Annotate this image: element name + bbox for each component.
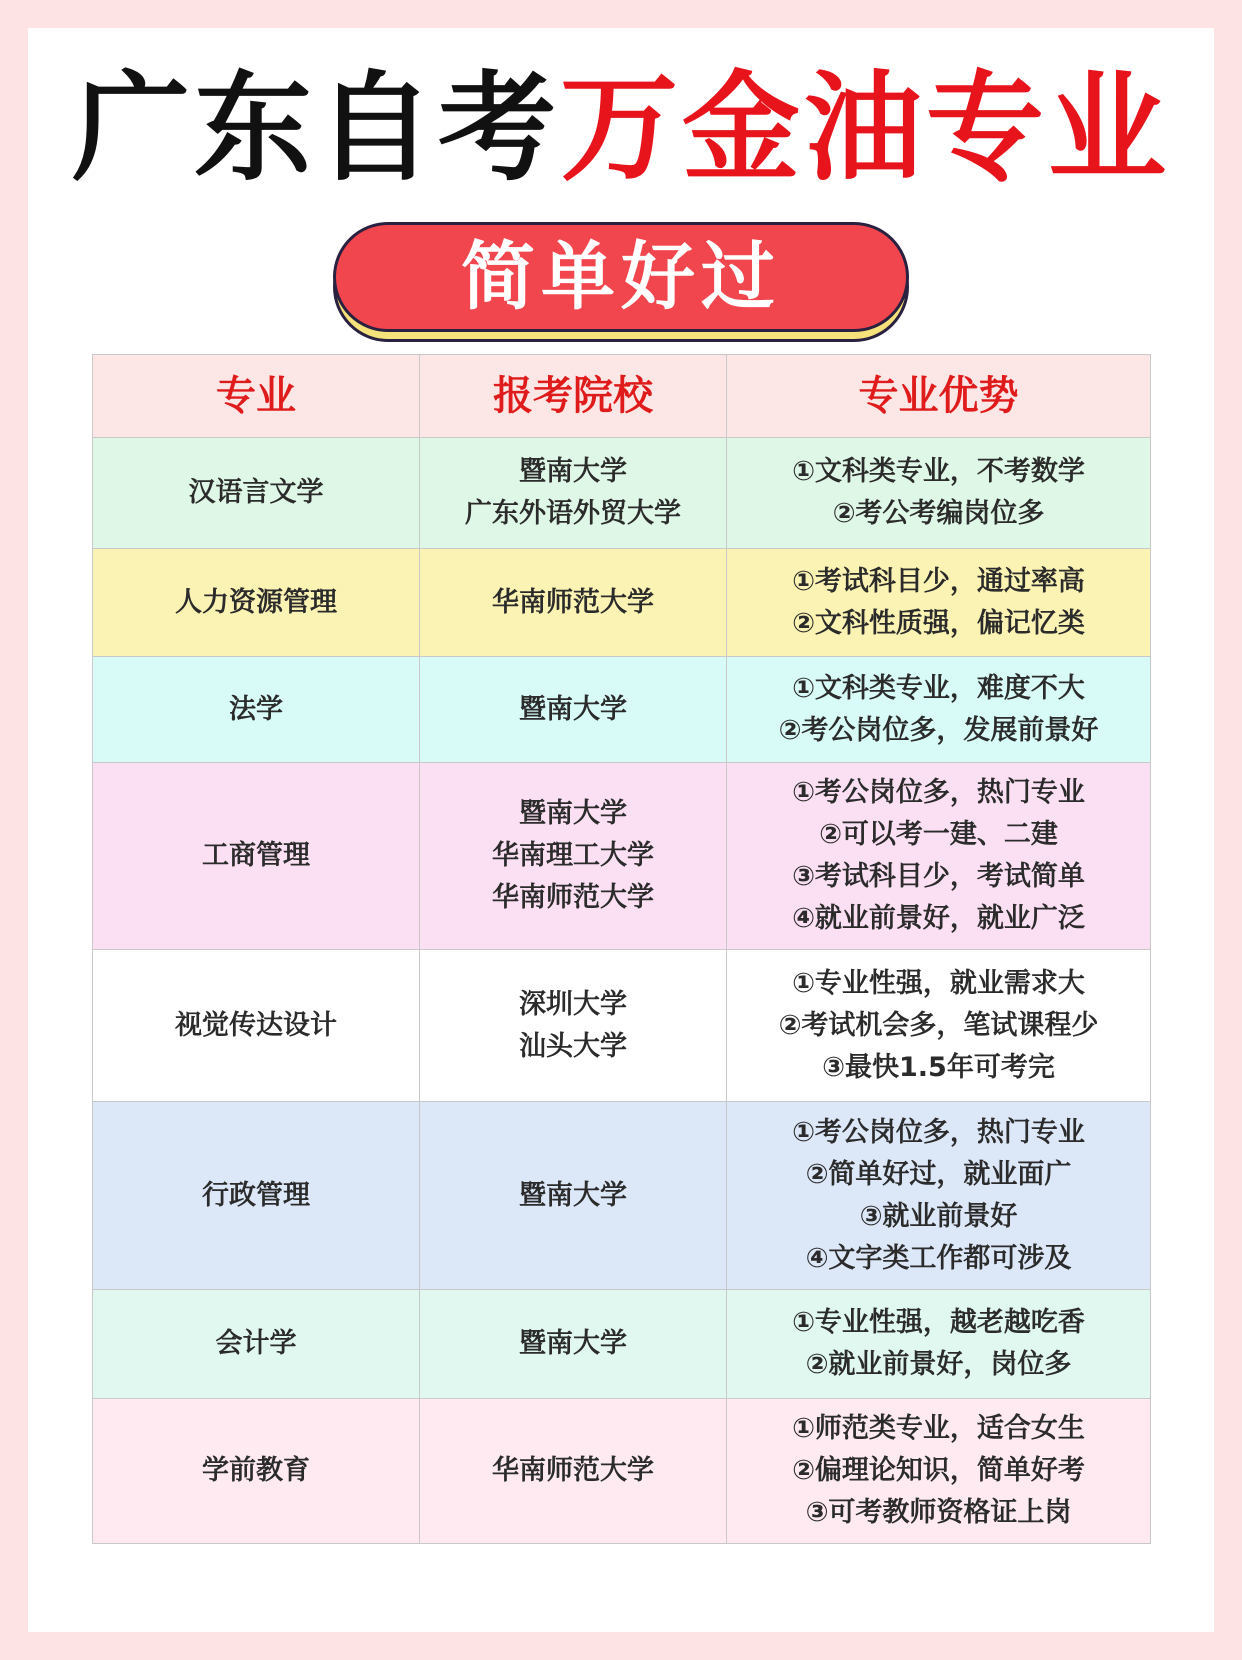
advantage-item: ②考公岗位多，发展前景好 — [778, 714, 1099, 746]
cell-advantages — [727, 950, 1151, 1102]
cell-major: 人力资源管理 — [93, 549, 420, 657]
table-row — [93, 1290, 1151, 1399]
advantage-item: ②考公考编岗位多 — [832, 498, 1045, 529]
advantage-item: ①考公岗位多，热门专业 — [792, 1116, 1085, 1148]
advantage-item: ①文科类专业，不考数学 — [792, 456, 1085, 487]
cell-advantages — [727, 657, 1151, 763]
school-name: 暨南大学 — [519, 693, 627, 725]
school-name: 暨南大学 — [519, 456, 627, 487]
school-name: 暨南大学 — [519, 798, 627, 829]
advantage-item: ②可以考一建、二建 — [819, 819, 1058, 850]
cell-major: 行政管理 — [93, 1102, 420, 1290]
header-schools: 报考院校 — [420, 355, 727, 438]
advantage-item: ④就业前景好，就业广泛 — [792, 903, 1085, 934]
advantage-item: ④文字类工作都可涉及 — [805, 1242, 1072, 1274]
title-black-part: 广东自考 — [71, 59, 560, 197]
table-header-row — [93, 355, 1151, 438]
cell-schools — [420, 1399, 727, 1544]
table-row — [93, 1399, 1151, 1544]
advantage-item: ②偏理论知识，简单好考 — [792, 1455, 1085, 1486]
school-name: 华南师范大学 — [492, 1455, 654, 1486]
header-advantages: 专业优势 — [727, 355, 1151, 438]
advantage-item: ②文科性质强，偏记忆类 — [792, 607, 1085, 639]
advantage-item: ③最快1.5年可考完 — [822, 1051, 1055, 1083]
advantage-item: ②考试机会多，笔试课程少 — [778, 1009, 1099, 1041]
advantage-item: ①文科类专业，难度不大 — [792, 672, 1085, 704]
cell-schools — [420, 549, 727, 657]
page-title — [0, 58, 1242, 198]
advantage-item: ②就业前景好，岗位多 — [805, 1349, 1072, 1380]
advantage-item: ①专业性强，就业需求大 — [792, 967, 1085, 999]
table-row — [93, 657, 1151, 763]
majors-table — [92, 354, 1151, 1544]
cell-advantages — [727, 1290, 1151, 1399]
cell-advantages — [727, 1102, 1151, 1290]
cell-schools — [420, 1102, 727, 1290]
header-major: 专业 — [93, 355, 420, 438]
school-name: 华南师范大学 — [492, 882, 654, 913]
school-name: 暨南大学 — [519, 1328, 627, 1359]
cell-major: 法学 — [93, 657, 420, 763]
table-row — [93, 549, 1151, 657]
cell-schools — [420, 657, 727, 763]
cell-major: 视觉传达设计 — [93, 950, 420, 1102]
badge-label: 简单好过 — [333, 222, 909, 332]
cell-schools — [420, 763, 727, 950]
cell-schools — [420, 1290, 727, 1399]
cell-advantages — [727, 438, 1151, 549]
table-row — [93, 438, 1151, 549]
cell-major: 汉语言文学 — [93, 438, 420, 549]
school-name: 汕头大学 — [519, 1030, 627, 1062]
table-row — [93, 1102, 1151, 1290]
school-name: 深圳大学 — [519, 988, 627, 1020]
table-row — [93, 950, 1151, 1102]
school-name: 华南师范大学 — [492, 586, 654, 618]
school-name: 暨南大学 — [519, 1179, 627, 1211]
advantage-item: ③考试科目少，考试简单 — [792, 861, 1085, 892]
cell-schools — [420, 950, 727, 1102]
school-name: 广东外语外贸大学 — [465, 498, 681, 529]
badge — [333, 222, 909, 342]
cell-major: 工商管理 — [93, 763, 420, 950]
advantage-item: ①专业性强，越老越吃香 — [792, 1307, 1085, 1338]
advantage-item: ③就业前景好 — [859, 1200, 1018, 1232]
cell-advantages — [727, 1399, 1151, 1544]
advantage-item: ③可考教师资格证上岗 — [805, 1497, 1072, 1528]
title-red-part: 万金油专业 — [560, 59, 1171, 197]
cell-major: 学前教育 — [93, 1399, 420, 1544]
advantage-item: ②简单好过，就业面广 — [805, 1158, 1072, 1190]
advantage-item: ①考试科目少，通过率高 — [792, 565, 1085, 597]
cell-schools — [420, 438, 727, 549]
advantage-item: ①师范类专业，适合女生 — [792, 1413, 1085, 1444]
cell-major: 会计学 — [93, 1290, 420, 1399]
table-row — [93, 763, 1151, 950]
cell-advantages — [727, 549, 1151, 657]
cell-advantages — [727, 763, 1151, 950]
school-name: 华南理工大学 — [492, 840, 654, 871]
advantage-item: ①考公岗位多，热门专业 — [792, 777, 1085, 808]
